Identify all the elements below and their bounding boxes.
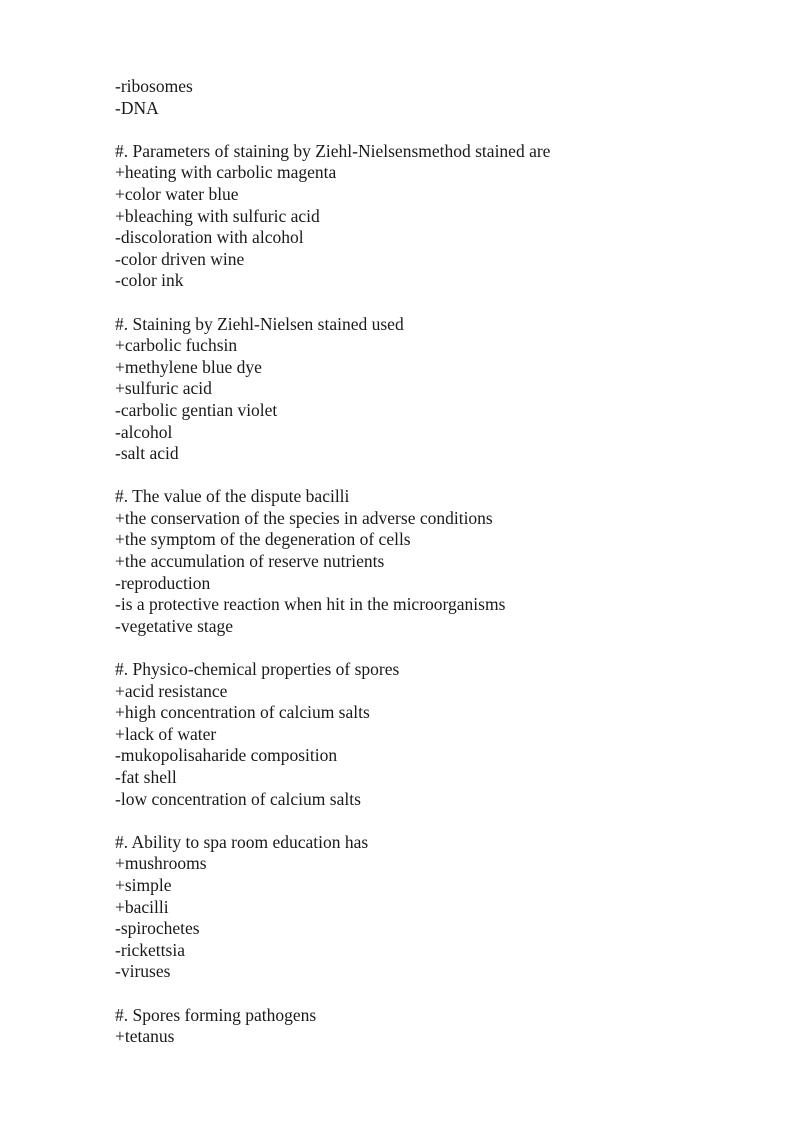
answer-incorrect: -vegetative stage (115, 615, 234, 636)
document-body (115, 76, 755, 1048)
answer-incorrect: -reproduction (115, 572, 211, 593)
question-text: #. The value of the dispute bacilli (115, 486, 350, 507)
answer-correct: +bacilli (115, 896, 169, 917)
answer-incorrect: -fat shell (115, 767, 177, 787)
answer-correct: +carbolic fuchsin (115, 335, 238, 356)
answer-incorrect: -spirochetes (115, 918, 200, 939)
answer-incorrect: -alcohol (115, 421, 173, 442)
answer-correct: +color water blue (115, 183, 239, 204)
answer-incorrect: -low concentration of calcium salts (115, 788, 361, 809)
question-text: #. Physico-chemical properties of spores (115, 659, 400, 680)
answer-incorrect: -color ink (115, 270, 184, 291)
answer-correct: +high concentration of calcium salts (115, 702, 370, 723)
answer-incorrect: -discoloration with alcohol (115, 227, 304, 248)
answer-correct: +mushrooms (115, 853, 207, 874)
question-text: #. Staining by Ziehl-Nielsen stained used (115, 313, 404, 334)
question-block (115, 76, 755, 119)
answer-correct: +bleaching with sulfuric acid (115, 205, 320, 226)
question-block (115, 314, 755, 465)
answer-correct: +tetanus (115, 1026, 175, 1047)
answer-incorrect: -rickettsia (115, 939, 185, 960)
question-text: #. Ability to spa room education has (115, 831, 369, 852)
answer-correct: +methylene blue dye (115, 356, 262, 377)
answer-correct: +sulfuric acid (115, 378, 212, 399)
question-block (115, 1005, 755, 1048)
answer-correct: +the accumulation of reserve nutrients (115, 551, 385, 572)
answer-correct: +the symptom of the degeneration of cells (115, 529, 411, 550)
answer-correct: +simple (115, 874, 172, 895)
answer-incorrect: -viruses (115, 961, 171, 982)
answer-correct: +the conservation of the species in adverse conditions (115, 507, 493, 528)
answer-correct: +lack of water (115, 723, 217, 744)
answer-incorrect: -is a protective reaction when hit in the microorganisms (115, 594, 506, 615)
question-block (115, 141, 755, 292)
answer-incorrect: -color driven wine (115, 248, 245, 269)
question-block (115, 659, 755, 810)
question-text: #. Parameters of staining by Ziehl-Nielsensmethod stained are (115, 140, 551, 161)
question-block (115, 486, 755, 637)
answer-incorrect: -ribosomes (115, 76, 193, 96)
answer-correct: +heating with carbolic magenta (115, 162, 337, 183)
question-text: #. Spores forming pathogens (115, 1004, 317, 1025)
answer-correct: +acid resistance (115, 680, 228, 701)
question-block (115, 832, 755, 983)
answer-incorrect: -mukopolisaharide composition (115, 745, 338, 766)
answer-incorrect: -DNA (115, 97, 159, 118)
answer-incorrect: -salt acid (115, 443, 179, 464)
answer-incorrect: -carbolic gentian violet (115, 399, 278, 420)
